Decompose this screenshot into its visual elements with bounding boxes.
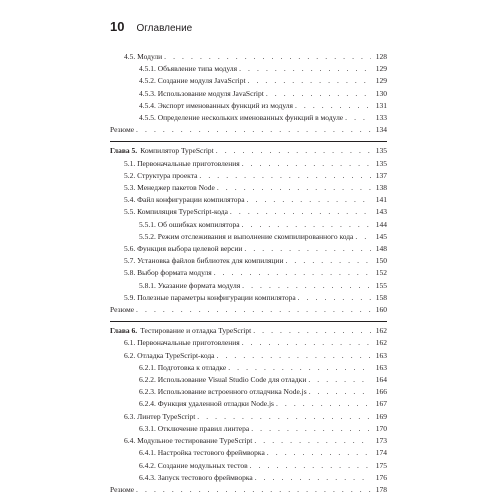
toc-entry [110, 219, 387, 231]
table-of-contents [110, 51, 387, 496]
toc-leader-dots [295, 100, 371, 112]
toc-entry [110, 100, 387, 112]
toc-leader-dots [217, 350, 372, 362]
toc-entry [110, 194, 387, 206]
toc-page-number: 178 [375, 484, 387, 494]
toc-leader-dots [250, 460, 371, 472]
toc-entry-title: 5.4. Файл конфигурации компилятора [124, 195, 245, 205]
toc-entry-title: 5.5. Компиляция TypeScript-кода [124, 207, 228, 217]
toc-page-number: 158 [375, 292, 387, 302]
toc-leader-dots [253, 325, 371, 337]
toc-page-number: 174 [375, 448, 387, 458]
toc-leader-dots [254, 435, 371, 447]
chapter-divider [110, 141, 387, 142]
toc-entry [110, 170, 387, 182]
toc-leader-dots [251, 423, 371, 435]
toc-page-number: 135 [375, 158, 387, 168]
toc-page-number: 176 [375, 472, 387, 482]
toc-entry [110, 386, 387, 398]
toc-leader-dots [285, 255, 371, 267]
toc-entry [110, 206, 387, 218]
toc-leader-dots [355, 231, 371, 243]
toc-page-number: 141 [375, 195, 387, 205]
toc-leader-dots [230, 206, 371, 218]
toc-page-number: 129 [375, 64, 387, 74]
toc-entry-title: Резюме [110, 305, 135, 315]
toc-entry-title: 6.1. Первоначальные приготовления [124, 338, 240, 348]
toc-entry [110, 460, 387, 472]
toc-entry-title: 4.5.2. Создание модуля JavaScript [139, 76, 246, 86]
toc-leader-dots [197, 411, 371, 423]
toc-entry-title: Резюме [110, 125, 135, 135]
toc-entry [110, 435, 387, 447]
toc-entry-title: 6.2.1. Подготовка к отладке [139, 362, 227, 372]
toc-page-number: 162 [375, 338, 387, 348]
toc-leader-dots [216, 145, 371, 157]
toc-page-number: 134 [375, 125, 387, 135]
toc-entry-title: 4.5.5. Определение нескольких именованных функций в модуле [139, 113, 344, 123]
toc-page-number: 173 [375, 436, 387, 446]
toc-page-number: 133 [375, 113, 387, 123]
toc-page-number: 166 [375, 387, 387, 397]
toc-page-number: 162 [375, 326, 387, 336]
toc-entry [110, 350, 387, 362]
toc-entry-title: 5.5.2. Режим отслеживания и выполнение скомпилированного кода [139, 231, 354, 241]
toc-page-number: 137 [375, 170, 387, 180]
toc-page-number: 144 [375, 219, 387, 229]
toc-entry [110, 182, 387, 194]
toc-entry-title: 5.8. Выбор формата модуля [124, 268, 212, 278]
toc-page-number: 167 [375, 399, 387, 409]
toc-chapter-entry [110, 145, 387, 157]
toc-page-number: 150 [375, 256, 387, 266]
page-number: 10 [110, 19, 125, 34]
toc-leader-dots [164, 51, 371, 63]
toc-entry [110, 292, 387, 304]
running-head-title: Оглавление [136, 23, 193, 34]
toc-page-number: 163 [375, 350, 387, 360]
toc-leader-dots [217, 182, 371, 194]
toc-page-number: 155 [375, 280, 387, 290]
toc-page-number: 164 [375, 375, 387, 385]
toc-entry-title: 6.2.4. Функция удаленной отладки Node.js [139, 399, 274, 409]
toc-entry [110, 423, 387, 435]
toc-page-number: 152 [375, 268, 387, 278]
toc-leader-dots [199, 170, 371, 182]
toc-entry-title: Резюме [110, 484, 135, 494]
toc-page-number: 175 [375, 460, 387, 470]
toc-entry [110, 411, 387, 423]
toc-entry [110, 280, 387, 292]
toc-entry [110, 362, 387, 374]
toc-leader-dots [242, 337, 371, 349]
toc-entry [110, 51, 387, 63]
toc-leader-dots [136, 124, 371, 136]
toc-page-number: 170 [375, 423, 387, 433]
toc-entry [110, 243, 387, 255]
toc-leader-dots [228, 362, 371, 374]
toc-summary-entry [110, 484, 387, 496]
toc-entry-title: 5.6. Функция выбора целевой версии [124, 244, 243, 254]
toc-leader-dots [308, 374, 371, 386]
chapter-divider [110, 321, 387, 322]
toc-page-number: 143 [375, 207, 387, 217]
toc-entry-title: 5.7. Установка файлов библиотек для компиляции [124, 256, 284, 266]
toc-leader-dots [244, 243, 371, 255]
toc-entry-title: 6.4.2. Создание модульных тестов [139, 460, 248, 470]
toc-entry-title: 4.5. Модули [124, 52, 163, 61]
toc-entry [110, 337, 387, 349]
toc-entry-title: 6.3. Линтер TypeScript [124, 411, 196, 421]
toc-entry-title: Тестирование и отладка TypeScript [140, 326, 252, 336]
toc-summary-entry [110, 124, 387, 136]
toc-leader-dots [136, 304, 371, 316]
toc-entry [110, 398, 387, 410]
toc-entry-title: 6.4.3. Запуск тестового фреймворка [139, 472, 253, 482]
toc-leader-dots [266, 88, 371, 100]
toc-leader-dots [345, 112, 371, 124]
toc-entry-title: 6.4. Модульное тестирование TypeScript [124, 436, 253, 446]
toc-leader-dots [255, 472, 371, 484]
toc-leader-dots [242, 280, 371, 292]
toc-entry-title: 5.8.1. Указание формата модуля [139, 280, 241, 290]
toc-page-number: 138 [375, 183, 387, 193]
toc-page-number: 128 [375, 52, 387, 61]
toc-entry-title: 5.5.1. Об ошибках компилятора [139, 219, 240, 229]
toc-chapter-entry [110, 325, 387, 337]
toc-entry-title: 4.5.1. Объявление типа модуля [139, 64, 238, 74]
toc-summary-entry [110, 304, 387, 316]
toc-entry-title: 5.1. Первоначальные приготовления [124, 158, 240, 168]
toc-entry [110, 255, 387, 267]
toc-entry-title: 6.2. Отладка TypeScript-кода [124, 350, 215, 360]
toc-page-number: 135 [375, 146, 387, 156]
toc-page-number: 169 [375, 411, 387, 421]
toc-leader-dots [239, 63, 371, 75]
toc-chapter-label: Глава 6. [110, 326, 138, 336]
toc-leader-dots [242, 158, 371, 170]
toc-entry-title: 5.3. Менеджер пакетов Node [124, 183, 215, 193]
toc-entry [110, 112, 387, 124]
toc-entry-title: Компилятор TypeScript [140, 146, 214, 156]
toc-leader-dots [214, 267, 371, 279]
toc-entry [110, 472, 387, 484]
toc-entry [110, 447, 387, 459]
toc-entry [110, 63, 387, 75]
toc-entry-title: 4.5.4. Экспорт именованных функций из модуля [139, 100, 293, 110]
toc-chapter-label: Глава 5. [110, 146, 138, 156]
toc-entry-title: 4.5.3. Использование модуля JavaScript [139, 88, 264, 98]
toc-leader-dots [248, 75, 371, 87]
toc-entry [110, 267, 387, 279]
toc-page-number: 163 [375, 362, 387, 372]
toc-leader-dots [309, 386, 371, 398]
toc-leader-dots [136, 484, 371, 496]
toc-entry [110, 75, 387, 87]
toc-entry-title: 5.9. Полезные параметры конфигурации компилятора [124, 292, 296, 302]
toc-entry-title: 5.2. Структура проекта [124, 170, 198, 180]
toc-page-number: 131 [375, 100, 387, 110]
toc-page-number: 160 [375, 305, 387, 315]
toc-page-number: 129 [375, 76, 387, 86]
toc-page-number: 148 [375, 244, 387, 254]
running-head [110, 19, 192, 34]
toc-entry-title: 6.3.1. Отключение правил линтера [139, 423, 250, 433]
toc-leader-dots [267, 447, 371, 459]
toc-page-number: 130 [375, 88, 387, 98]
toc-entry-title: 6.2.3. Использование встроенного отладчика Node.js [139, 387, 307, 397]
toc-entry [110, 88, 387, 100]
toc-page-number: 145 [375, 231, 387, 241]
toc-leader-dots [298, 292, 371, 304]
toc-entry [110, 374, 387, 386]
toc-leader-dots [247, 194, 371, 206]
toc-entry [110, 158, 387, 170]
toc-entry-title: 6.2.2. Использование Visual Studio Code для отладки [139, 375, 307, 385]
toc-leader-dots [276, 398, 371, 410]
toc-entry-title: 6.4.1. Настройка тестового фреймворка [139, 448, 265, 458]
toc-leader-dots [242, 219, 371, 231]
toc-entry [110, 231, 387, 243]
